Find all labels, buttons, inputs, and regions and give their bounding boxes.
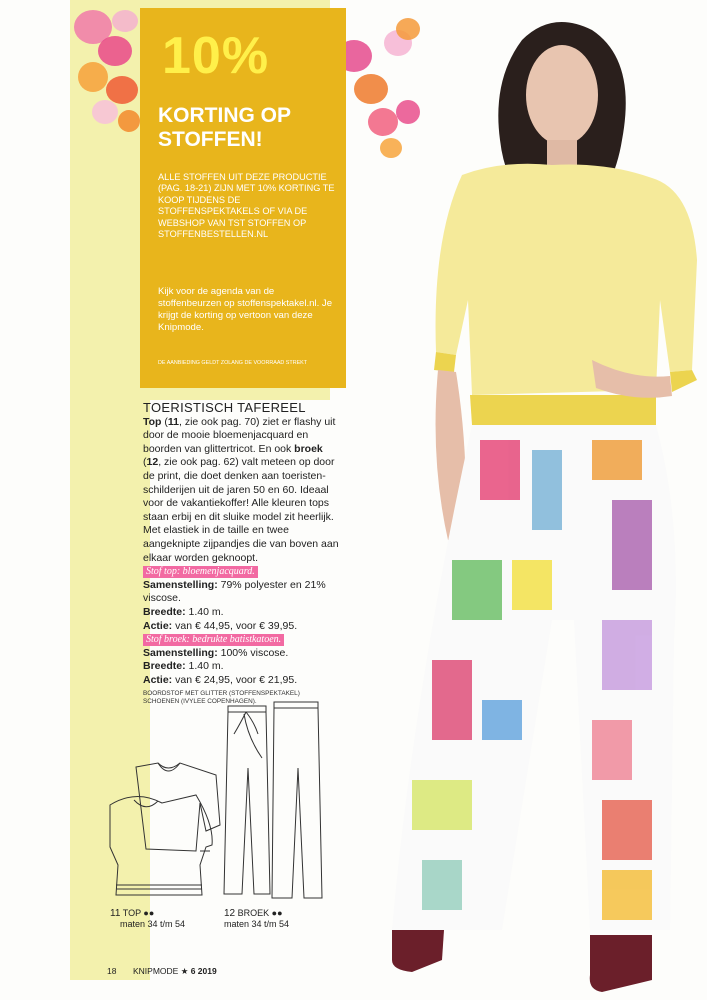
top-pattern-sketch xyxy=(96,755,226,905)
promo-subhead: KORTING OP STOFFEN! xyxy=(158,104,292,151)
top-sketch-label: 11 TOP ●● maten 34 t/m 54 xyxy=(110,908,186,929)
promo-headline: 10% xyxy=(162,27,270,85)
article-intro: Top (11, zie ook pag. 70) ziet er flashy uit door de mooie bloemenjacquard en boorden van glittertricot. En ook broek (12, zie ook pag. 62) valt meteen op door de print, die doet denken aan toeristen-schilderijen uit de jaren 50 en 60. Ideaal voor de vakantiekoffer! Alle kleuren tops staan erbij en dit sluike model zit heerlijk. Met elastiek in de taille en twee aangeknipte zijpandjes die van boven aan elkaar worden geknoopt. xyxy=(143,415,339,564)
broek-pattern-sketch xyxy=(218,698,328,908)
broek-sketch-label: 12 BROEK ●● maten 34 t/m 54 xyxy=(224,908,290,929)
broek-price: Actie: van € 24,95, voor € 21,95. xyxy=(143,673,298,686)
broek-width: Breedte: 1.40 m. xyxy=(143,660,224,673)
discount-promo-box xyxy=(140,8,346,388)
top-width: Breedte: 1.40 m. xyxy=(143,605,224,618)
promo-conditions: ALLE STOFFEN UIT DEZE PRODUCTIE (PAG. 18-21) ZIJN MET 10% KORTING TE KOOP TIJDENS DE STOFFENSPEKTAKELS OF VIA DE WEBSHOP VAN TST STOFFEN OP STOFFENBESTELLEN.NL xyxy=(158,172,335,240)
page-footer: 18 KNIPMODE ★ 6 2019 xyxy=(107,966,217,976)
article-body xyxy=(143,401,343,706)
fabric-broek-label: Stof broek: bedrukte batistkatoen. xyxy=(143,634,284,646)
credits: BOORDSTOF MET GLITTER (STOFFENSPEKTAKEL) SCHOENEN (IVYLEE COPENHAGEN). xyxy=(143,690,300,706)
promo-fine-print: DE AANBIEDING GELDT ZOLANG DE VOORRAAD STREKT xyxy=(158,360,308,366)
article-title: TOERISTISCH TAFEREEL xyxy=(143,400,306,415)
top-composition: Samenstelling: 79% polyester en 21% viscose. xyxy=(143,578,326,605)
model-photo xyxy=(352,0,707,1000)
promo-agenda-text: Kijk voor de agenda van de stoffenbeurzen op stoffenspektakel.nl. Je krijgt de korting op vertoon van deze Knipmode. xyxy=(158,286,333,333)
broek-composition: Samenstelling: 100% viscose. xyxy=(143,646,289,659)
fabric-top-label: Stof top: bloemenjacquard. xyxy=(143,566,258,578)
top-price: Actie: van € 44,95, voor € 39,95. xyxy=(143,619,298,632)
